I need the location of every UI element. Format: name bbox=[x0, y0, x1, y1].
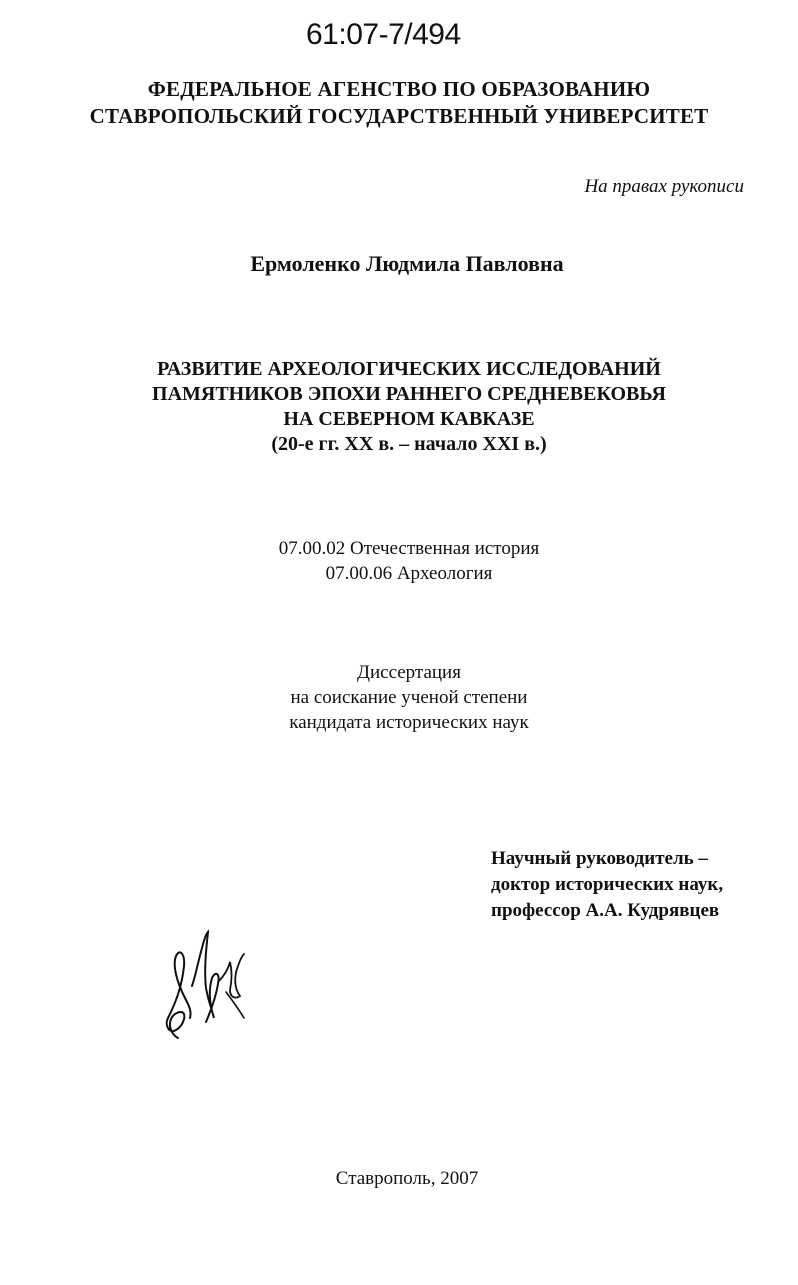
degree-block bbox=[10, 660, 798, 735]
place-year: Ставрополь, 2007 bbox=[335, 1168, 479, 1189]
header-agency-block bbox=[0, 76, 798, 130]
supervisor-block bbox=[491, 846, 723, 924]
title-line-3: НА СЕВЕРНОМ КАВКАЗЕ bbox=[283, 408, 535, 430]
catalog-code: 61:07-7/494 bbox=[306, 18, 461, 51]
supervisor-line-3: профессор А.А. Кудрявцев bbox=[491, 900, 720, 921]
supervisor-line-1: Научный руководитель – bbox=[491, 848, 708, 869]
degree-line-1: Диссертация bbox=[357, 662, 461, 683]
author-name: Ермоленко Людмила Павловна bbox=[250, 251, 564, 276]
specialty-1: 07.00.02 Отечественная история bbox=[278, 538, 540, 559]
rights-note: На правах рукописи bbox=[584, 176, 744, 197]
degree-line-2: на соискание ученой степени bbox=[290, 687, 528, 708]
title-line-4: (20-е гг. XX в. – начало XXI в.) bbox=[271, 433, 547, 455]
specialty-2: 07.00.06 Археология bbox=[325, 563, 493, 584]
degree-line-3: кандидата исторических наук bbox=[289, 712, 529, 733]
title-line-2: ПАМЯТНИКОВ ЭПОХИ РАННЕГО СРЕДНЕВЕКОВЬЯ bbox=[152, 383, 666, 405]
university-name: СТАВРОПОЛЬСКИЙ ГОСУДАРСТВЕННЫЙ УНИВЕРСИТЕТ bbox=[89, 104, 709, 128]
title-line-1: РАЗВИТИЕ АРХЕОЛОГИЧЕСКИХ ИССЛЕДОВАНИЙ bbox=[157, 358, 661, 380]
supervisor-line-2: доктор исторических наук, bbox=[491, 874, 724, 895]
specialties-block bbox=[10, 536, 798, 586]
agency-name: ФЕДЕРАЛЬНОЕ АГЕНСТВО ПО ОБРАЗОВАНИЮ bbox=[147, 77, 651, 101]
dissertation-title bbox=[10, 357, 798, 457]
signature-icon bbox=[158, 926, 250, 1046]
